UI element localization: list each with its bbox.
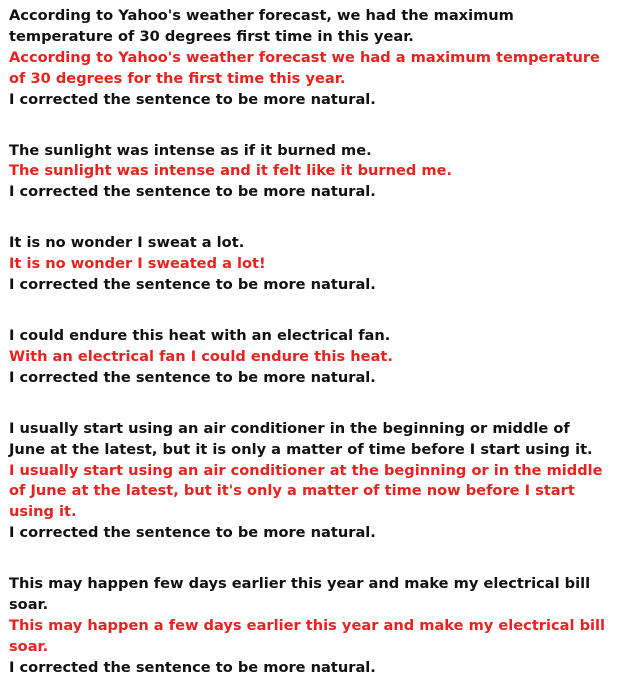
- correction-note: I corrected the sentence to be more natural.: [9, 183, 376, 201]
- correction-entry-5: [9, 419, 609, 544]
- corrected-sentence: I usually start using an air conditioner at the beginning or in the middle of June at the latest, but it's only a matter of time now before I start using it.: [9, 461, 603, 521]
- corrected-sentence: With an electrical fan I could endure this heat.: [9, 347, 393, 365]
- original-sentence: According to Yahoo's weather forecast, we had the maximum temperature of 30 degrees first time in this year.: [9, 7, 514, 45]
- correction-entry-6: [9, 574, 609, 679]
- corrected-sentence: The sunlight was intense and it felt like it burned me.: [9, 162, 453, 180]
- original-sentence: This may happen few days earlier this year and make my electrical bill soar.: [9, 575, 591, 614]
- correction-note: I corrected the sentence to be more natural.: [9, 90, 376, 108]
- correction-note: I corrected the sentence to be more natural.: [9, 658, 376, 676]
- original-sentence: The sunlight was intense as if it burned me.: [9, 141, 372, 159]
- correction-entry-1: [9, 6, 609, 111]
- original-sentence: I usually start using an air conditioner in the beginning or middle of June at the latest, but it is only a matter of time before I start using it.: [9, 419, 593, 458]
- corrected-sentence: This may happen a few days earlier this year and make my electrical bill soar.: [9, 616, 606, 655]
- corrected-sentence: According to Yahoo's weather forecast we had a maximum temperature of 30 degrees for the first time this year.: [9, 48, 600, 87]
- correction-entry-3: [9, 233, 609, 296]
- correction-entry-2: [9, 141, 609, 204]
- correction-note: I corrected the sentence to be more natural.: [9, 276, 376, 294]
- correction-entry-4: [9, 326, 609, 389]
- original-sentence: I could endure this heat with an electrical fan.: [9, 326, 391, 344]
- corrected-sentence: It is no wonder I sweated a lot!: [9, 255, 266, 273]
- correction-note: I corrected the sentence to be more natural.: [9, 368, 376, 386]
- correction-note: I corrected the sentence to be more natural.: [9, 524, 376, 542]
- original-sentence: It is no wonder I sweat a lot.: [9, 234, 245, 252]
